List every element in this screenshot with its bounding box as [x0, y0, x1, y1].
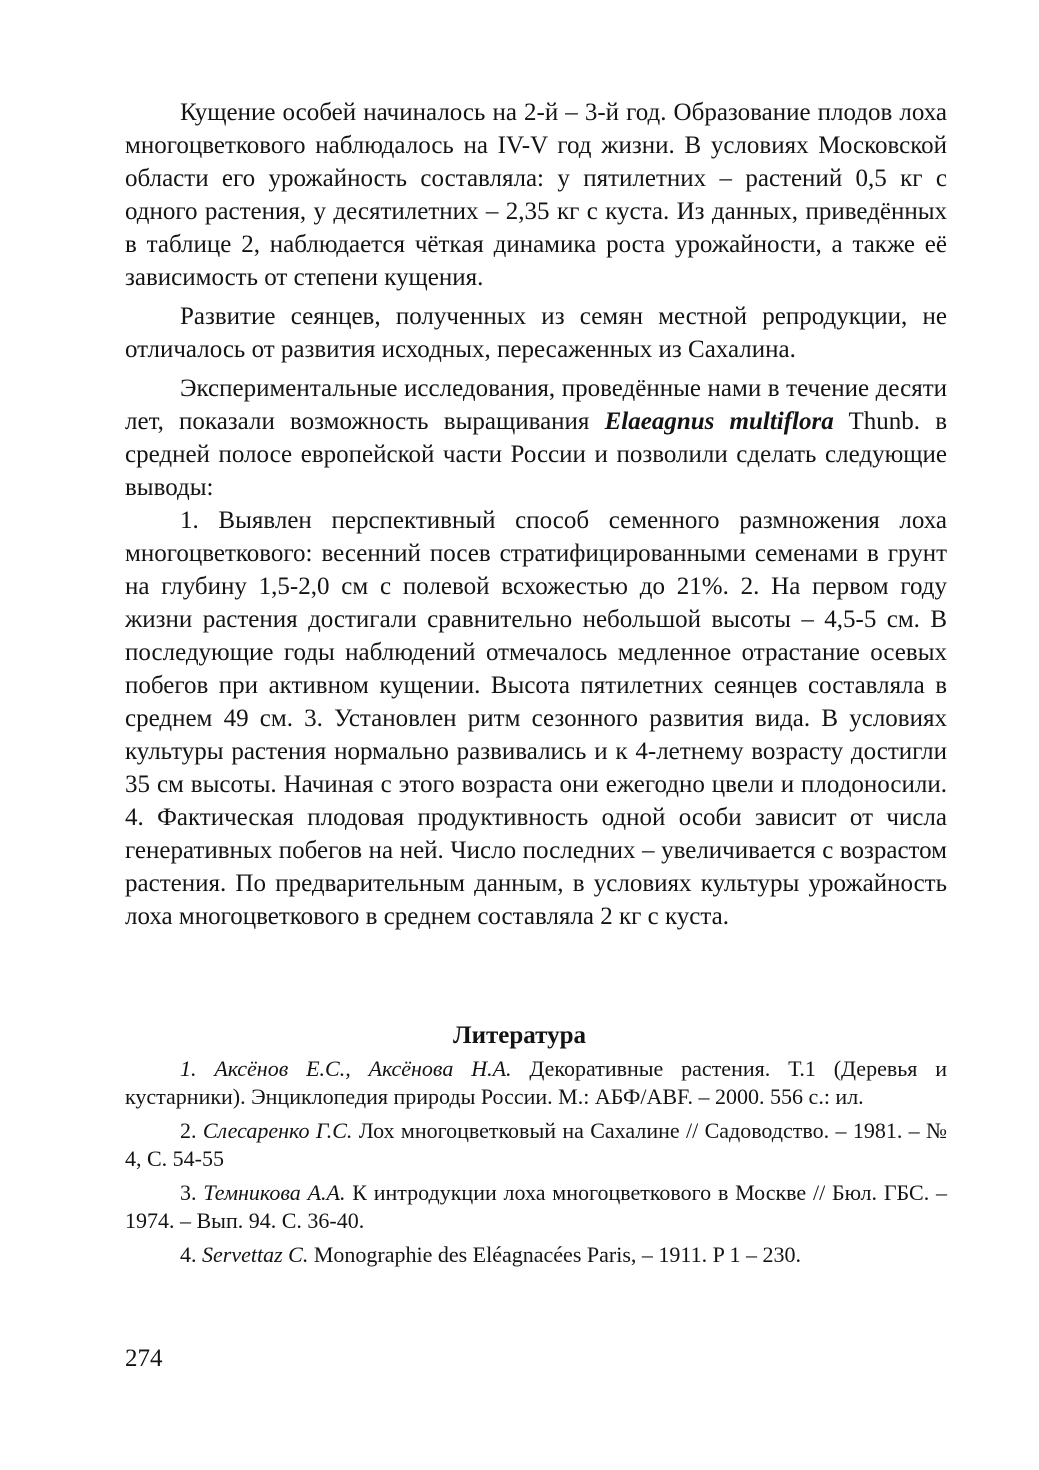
reference-item: [125, 1241, 947, 1269]
species-name: Elaeagnus multiflora: [604, 408, 834, 435]
reference-authors: 1. Аксёнов Е.С., Аксёнова Н.А.: [180, 1056, 512, 1081]
experiment-text-after: Thunb. в средней полосе европейской части России и позволили сделать следующие выводы:: [125, 408, 947, 501]
page-number: 274: [125, 1345, 163, 1372]
paragraph-seedlings: Развитие сеянцев, полученных из семян местной репродукции, не отличалось от развития исходных, пересаженных из Сахалина.: [125, 303, 947, 363]
reference-number: 3.: [180, 1180, 204, 1205]
references-list: [125, 1055, 947, 1269]
paragraph-conclusions: 1. Выявлен перспективный способ семенного размножения лоха многоцветкового: весенний посев стратифицированными семенами в грунт на глубину 1,5-2,0 см с полевой всхожестью до 21%. 2. На первом году жизни растения достигали сравнительно небольшой высоты – 4,5-5 см. В последующие годы наблюдений отмечалось медленное отрастание осевых побегов при активном кущении. Высота пятилетних сеянцев составляла в среднем 49 см. 3. Установлен ритм сезонного развития вида. В условиях культуры растения нормально развивались и к 4-летнему возрасту достигли 35 см высоты. Начиная с этого возраста они ежегодно цвели и плодоносили. 4. Фактическая плодовая продуктивность одной особи зависит от числа генеративных побегов на ней. Число последних – увеличивается с возрастом растения. По предварительным данным, в условиях культуры урожайность лоха многоцветкового в среднем составляла 2 кг с куста.: [125, 507, 947, 930]
reference-authors: Темникова А.А.: [203, 1180, 346, 1205]
reference-text: К интродукции лоха многоцветкового в Москве // Бюл. ГБС. – 1974. – Вып. 94. С. 36-40.: [125, 1180, 948, 1233]
reference-authors: Слесаренко Г.С.: [202, 1118, 353, 1143]
reference-number: 2.: [180, 1118, 203, 1143]
reference-authors: Servettaz C.: [202, 1242, 309, 1267]
reference-text: Monographie des Eléagnacées Paris, – 1911. P 1 – 230.: [308, 1242, 801, 1267]
reference-text: Декоративные растения. Т.1 (Деревья и кустарники). Энциклопедия природы России. М.: АБФ/ABF. – 2000. 556 с.: ил.: [125, 1056, 948, 1109]
main-text: [125, 96, 947, 933]
experiment-text-before: Экспериментальные исследования, проведённые нами в течение десяти лет, показали возможность выращивания: [125, 375, 947, 435]
paragraph-tillering: Кущение особей начиналось на 2-й – 3-й год. Образование плодов лоха многоцветкового наблюдалось на IV-V год жизни. В условиях Московской области его урожайность составляла: у пятилетних – растений 0,5 кг с одного растения, у десятилетних – 2,35 кг с куста. Из данных, приведённых в таблице 2, наблюдается чёткая динамика роста урожайности, а также её зависимость от степени кущения.: [125, 99, 947, 291]
reference-number: 4.: [180, 1242, 202, 1267]
paragraph-experiment: [125, 372, 947, 504]
references-title: Литература: [452, 1022, 587, 1049]
reference-item: [125, 1179, 947, 1235]
reference-item: [125, 1117, 947, 1173]
reference-item: [125, 1055, 947, 1111]
reference-text: Лох многоцветковый на Сахалине // Садоводство. – 1981. – № 4, С. 54-55: [125, 1118, 948, 1171]
